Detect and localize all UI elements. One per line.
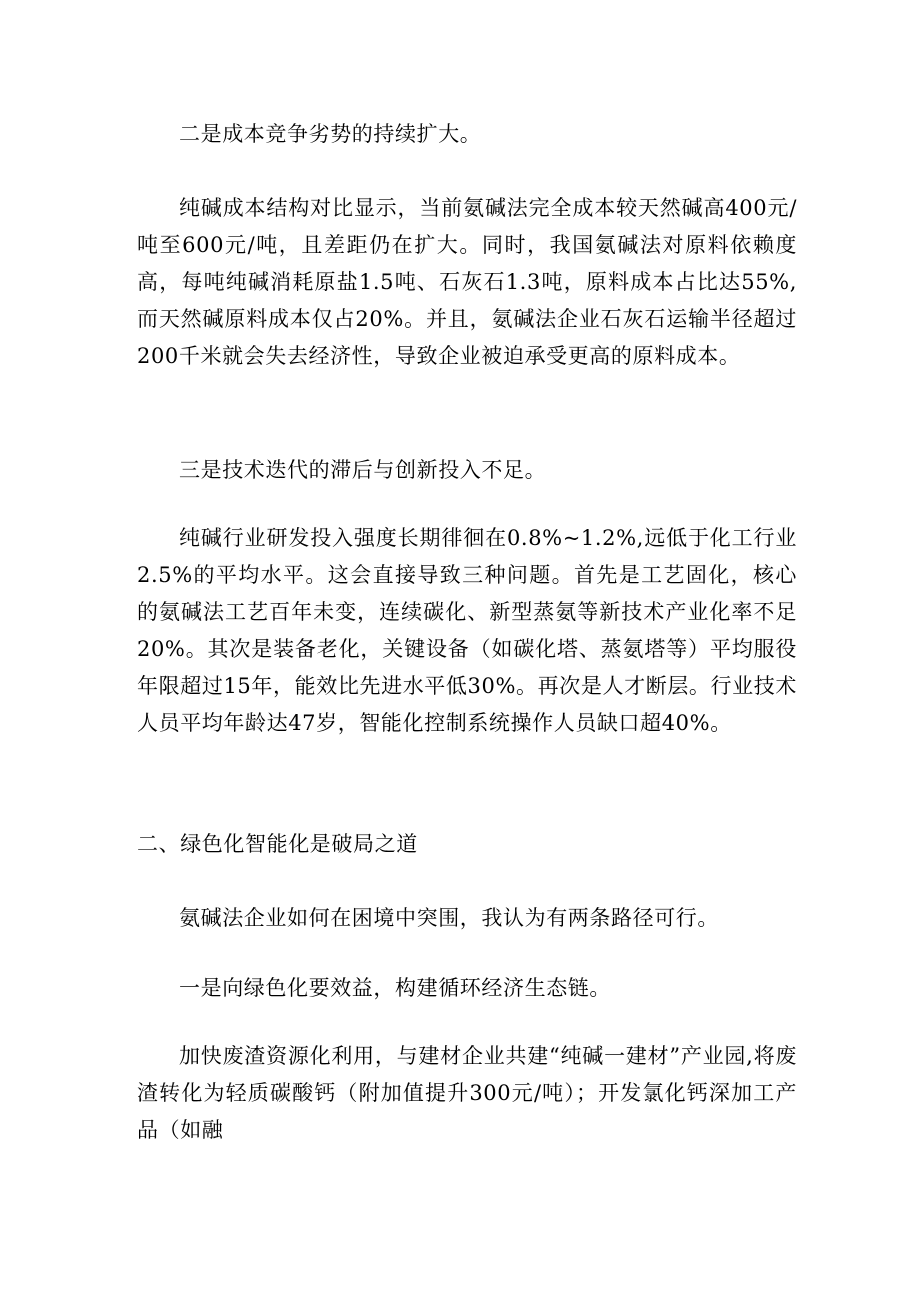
paragraph-cost-disadvantage-heading: 二是成本竞争劣势的持续扩大。 bbox=[179, 122, 482, 146]
paragraph-tech-lag-heading: 三是技术迭代的滞后与创新投入不足。 bbox=[179, 458, 547, 482]
paragraph-green-benefit-heading: 一是向绿色化要效益，构建循环经济生态链。 bbox=[179, 976, 611, 1000]
paragraph-rd-investment: 纯碱行业研发投入强度长期徘徊在0.8%~1.2%,远低于化工行业2.5%的平均水平。这会直接导致三种问题。首先是工艺固化，核心的氨碱法工艺百年未变，连续碳化、新型蒸氨等新技术产业化率不足20%。其次是装备老化，关键设备（如碳化塔、蒸氨塔等）平均服役年限超过15年，能效比先进水平低30%。再次是人才断层。行业技术人员平均年龄达47岁，智能化控制系统操作人员缺口超40%。 bbox=[137, 526, 797, 735]
section-heading-green-intelligent: 二、绿色化智能化是破局之道 bbox=[137, 832, 418, 856]
paragraph-waste-utilization: 加快废渣资源化利用，与建材企业共建“纯碱一建材”产业园,将废渣转化为轻质碳酸钙（附加值提升300元/吨）；开发氯化钙深加工产品（如融 bbox=[137, 1044, 797, 1142]
paragraph-breakthrough-paths: 氨碱法企业如何在困境中突围，我认为有两条路径可行。 bbox=[179, 906, 719, 930]
paragraph-cost-structure: 纯碱成本结构对比显示，当前氨碱法完全成本较天然碱高400元/吨至600元/吨，且差距仍在扩大。同时，我国氨碱法对原料依赖度高，每吨纯碱消耗原盐1.5吨、石灰石1.3吨，原料成本占比达55%,而天然碱原料成本仅占20%。并且，氨碱法企业石灰石运输半径超过200千米就会失去经济性，导致企业被迫承受更高的原料成本。 bbox=[137, 196, 797, 368]
